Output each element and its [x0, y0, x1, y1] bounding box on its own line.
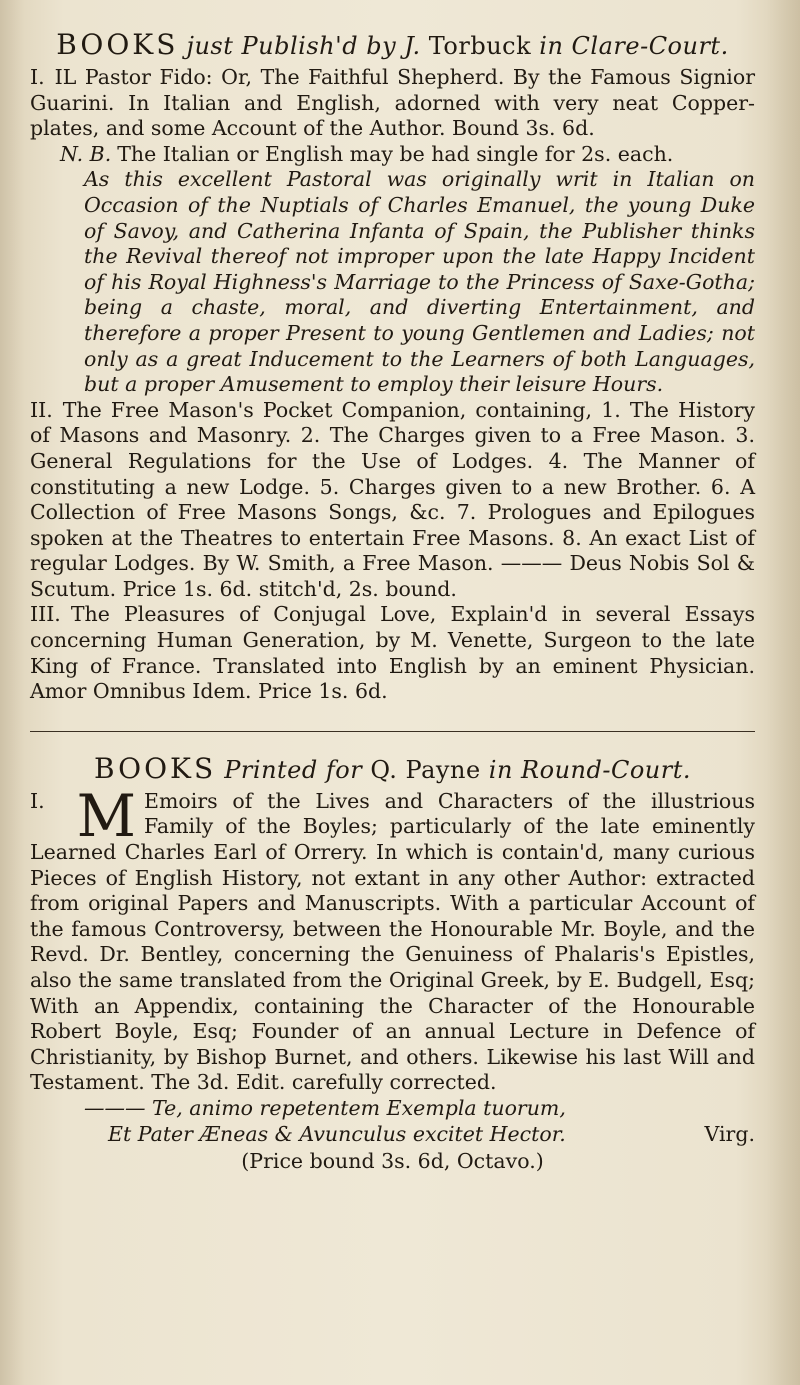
section1-heading — [30, 30, 755, 61]
section1-heading-suffix: in Clare-Court. — [539, 32, 729, 60]
section2-item1-number: I. — [30, 788, 45, 813]
section1-item3-number: III. — [30, 602, 61, 627]
latin-quote-line2: Et Pater Æneas & Avunculus excitet Hector. — [108, 1121, 566, 1146]
section1-item3-text: The Pleasures of Conjugal Love, Explain'd in several Essays concerning Human Generation, by M. Venette, Surgeon to the late King of France. Translated into English by an eminent Physician. Amor Omnibus Idem. Price 1s. 6d. — [30, 602, 755, 704]
latin-quote-source: Virg. — [704, 1121, 755, 1146]
section1-item1-text: IL Pastor Fido: Or, The Faithful Shepherd. By the Famous Signior Guarini. In Italian and English, adorned with very neat Copper-plates, and some Account of the Author. Bound 3s. 6d. — [30, 65, 755, 141]
text-column — [30, 30, 755, 1175]
page-left-shadow — [0, 0, 24, 1385]
section1-heading-name: Torbuck — [428, 32, 532, 60]
latin-quote-line1: ——— Te, animo repetentem Exempla tuorum, — [84, 1095, 566, 1120]
section1-item1-note — [30, 142, 755, 168]
section2-heading-name: Q. Payne — [370, 755, 481, 784]
section-divider — [30, 731, 755, 732]
section2-heading — [30, 751, 755, 785]
section1-item1-nb-label: N. B. — [60, 141, 112, 166]
section1-item1-nb-text: The Italian or English may be had single for 2s. each. — [117, 141, 674, 166]
section1-item1-italic-note: As this excellent Pastoral was originally writ in Italian on Occasion of the Nuptials of Charles Emanuel, the young Duke of Savoy, and Catherina Infanta of Spain, the Publisher thinks the Revival thereof not improper upon the late Happy Incident of his Royal Highness's Marriage to the Princess of Saxe-Gotha; being a chaste, moral, and diverting Entertainment, and therefore a proper Present to young Gentlemen and Ladies; not only as a great Inducement to the Learners of both Languages, but a proper Amusement to employ their leisure Hours. — [84, 167, 755, 397]
section1-item2-text: The Free Mason's Pocket Companion, containing, 1. The History of Masons and Masonry. 2. The Charges given to a Free Mason. 3. General Regulations for the Use of Lodges. 4. The Manner of constituting a new Lodge. 5. Charges given to a new Brother. 6. A Collection of Free Masons Songs, &c. 7. Prologues and Epilogues spoken at the Theatres to entertain Free Masons. 8. An exact List of regular Lodges. By W. Smith, a Free Mason. ——— Deus Nobis Sol & Scutum. Price 1s. 6d. stitch'd, 2s. bound. — [30, 397, 755, 601]
section2-item1 — [30, 781, 755, 1096]
section1-item2-number: II. — [30, 397, 53, 422]
latin-quote-line2-row — [108, 1122, 755, 1148]
section2-heading-suffix: in Round-Court. — [488, 755, 691, 784]
section1-item1 — [30, 65, 755, 142]
section2-heading-prefix: BOOKS — [94, 751, 217, 785]
section2-heading-middle: Printed for — [224, 755, 363, 784]
section1-heading-middle: just Publish'd by J. — [186, 32, 421, 60]
section1-item1-number: I. — [30, 65, 45, 89]
section1-heading-prefix: BOOKS — [56, 28, 179, 61]
drop-cap-letter: M — [76, 781, 137, 850]
section1-item3 — [30, 602, 755, 704]
page-right-shadow — [766, 0, 800, 1385]
section2-price: (Price bound 3s. 6d, Octavo.) — [241, 1149, 544, 1174]
section2-item1-text: Emoirs of the Lives and Characters of the illustrious Family of the Boyles; particularly of the late eminently Learned Charles Earl of Orrery. In which is contain'd, many curious Pieces of English History, not extant in any other Author: extracted from original Papers and Manuscripts. With a particular Account of the famous Controversy, between the Honourable Mr. Boyle, and the Revd. Dr. Bentley, concerning the Genuiness of Phalaris's Epistles, also the same translated from the Original Greek, by E. Budgell, Esq; With an Appendix, containing the Character of the Honourable Robert Boyle, Esq; Founder of an annual Lecture in Defence of Christianity, by Bishop Burnet, and others. Likewise his last Will and Testament. The 3d. Edit. carefully corrected. — [30, 788, 755, 1095]
section1-item2 — [30, 398, 755, 603]
